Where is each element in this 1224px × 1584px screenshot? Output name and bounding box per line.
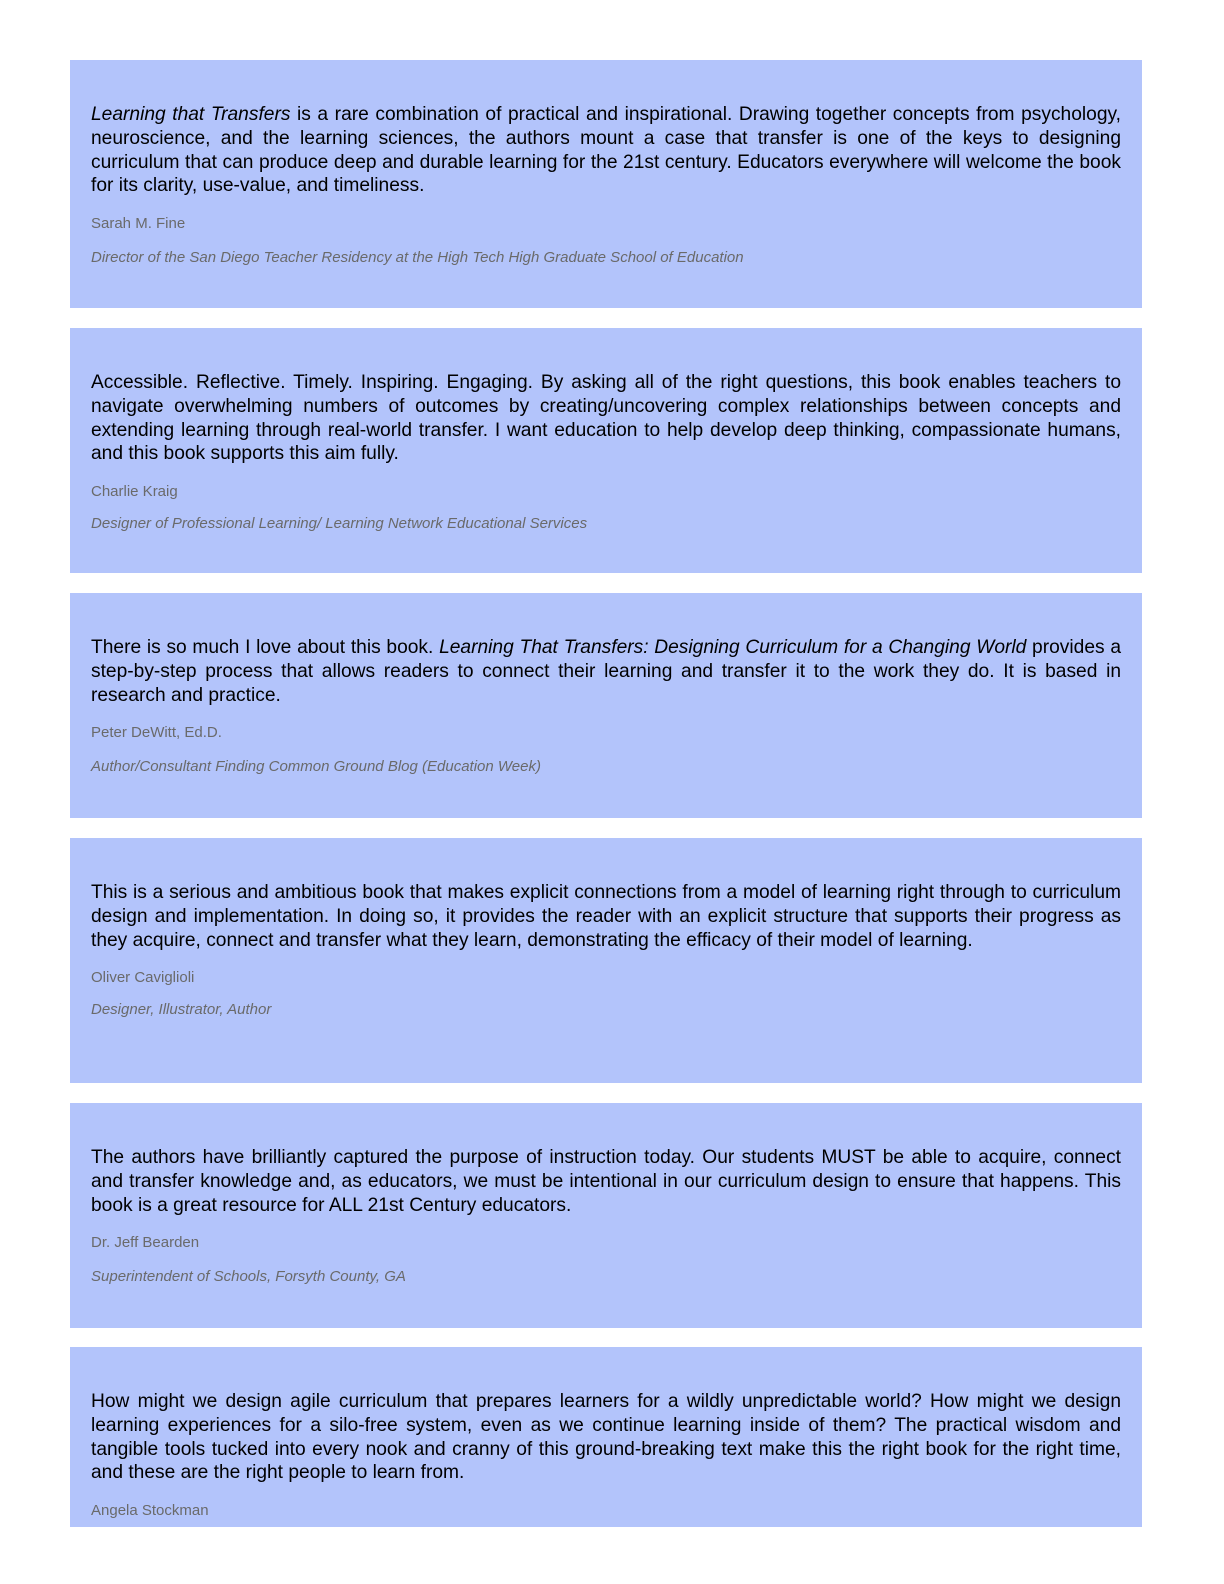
quote-text: is a rare combination of practical and inspirational. Drawing together concepts from psychology, neuroscience, and the learning sciences, the authors mount a case that transfer is one of the keys to designing curriculum that can produce deep and durable learning for the 21st century. Educators everywhere will welcome the book for its clarity, use-value, and timeliness. [91, 104, 1121, 197]
testimonial-author: Dr. Jeff Bearden [91, 1234, 200, 1252]
testimonial-author: Peter DeWitt, Ed.D. [91, 724, 222, 742]
testimonial-role: Superintendent of Schools, Forsyth County, GA [91, 1268, 406, 1286]
quote-text: provides a step-by-step process that allows readers to connect their learning and transfer it to the work they do. It is based in research and practice. [91, 637, 1121, 706]
book-title: Learning That Transfers: Designing Curriculum for a Changing World [439, 637, 1027, 658]
testimonial-card [70, 60, 1142, 308]
testimonial-quote [91, 881, 1121, 952]
testimonial-author: Angela Stockman [91, 1502, 209, 1520]
testimonial-role: Designer, Illustrator, Author [91, 1001, 272, 1019]
testimonial-quote [91, 1146, 1121, 1217]
testimonial-author: Oliver Caviglioli [91, 969, 195, 987]
testimonial-card [70, 1103, 1142, 1328]
testimonial-quote [91, 103, 1121, 198]
testimonial-role: Director of the San Diego Teacher Residency at the High Tech High Graduate School of Education [91, 249, 744, 267]
book-title: Learning that Transfers [91, 104, 291, 125]
quote-text: The authors have brilliantly captured the purpose of instruction today. Our students MUST be able to acquire, connect and transfer knowledge and, as educators, we must be intentional in our curriculum design to ensure that happens. This book is a great resource for ALL 21st Century educators. [91, 1147, 1121, 1216]
quote-text: Accessible. Reflective. Timely. Inspiring. Engaging. By asking all of the right questions, this book enables teachers to navigate overwhelming numbers of outcomes by creating/uncovering complex relationships between concepts and extending learning through real-world transfer. I want education to help develop deep thinking, compassionate humans, and this book supports this aim fully. [91, 372, 1121, 465]
testimonial-card [70, 593, 1142, 818]
quote-text: This is a serious and ambitious book that makes explicit connections from a model of learning right through to curriculum design and implementation. In doing so, it provides the reader with an explicit structure that supports their progress as they acquire, connect and transfer what they learn, demonstrating the efficacy of their model of learning. [91, 882, 1121, 951]
testimonial-card [70, 838, 1142, 1083]
testimonial-role: Author/Consultant Finding Common Ground Blog (Education Week) [91, 758, 541, 776]
testimonial-quote [91, 636, 1121, 707]
testimonial-card [70, 328, 1142, 573]
testimonial-role: Designer of Professional Learning/ Learning Network Educational Services [91, 515, 588, 533]
testimonial-author: Charlie Kraig [91, 483, 178, 501]
testimonial-quote [91, 1390, 1121, 1485]
quote-text: How might we design agile curriculum that prepares learners for a wildly unpredictable world? How might we design learning experiences for a silo-free system, even as we continue learning inside of them? The practical wisdom and tangible tools tucked into every nook and cranny of this ground-breaking text make this the right book for the right time, and these are the right people to learn from. [91, 1391, 1121, 1484]
testimonial-author: Sarah M. Fine [91, 215, 186, 233]
testimonial-card [70, 1347, 1142, 1527]
quote-text: There is so much I love about this book. [91, 637, 440, 658]
testimonial-quote [91, 371, 1121, 466]
